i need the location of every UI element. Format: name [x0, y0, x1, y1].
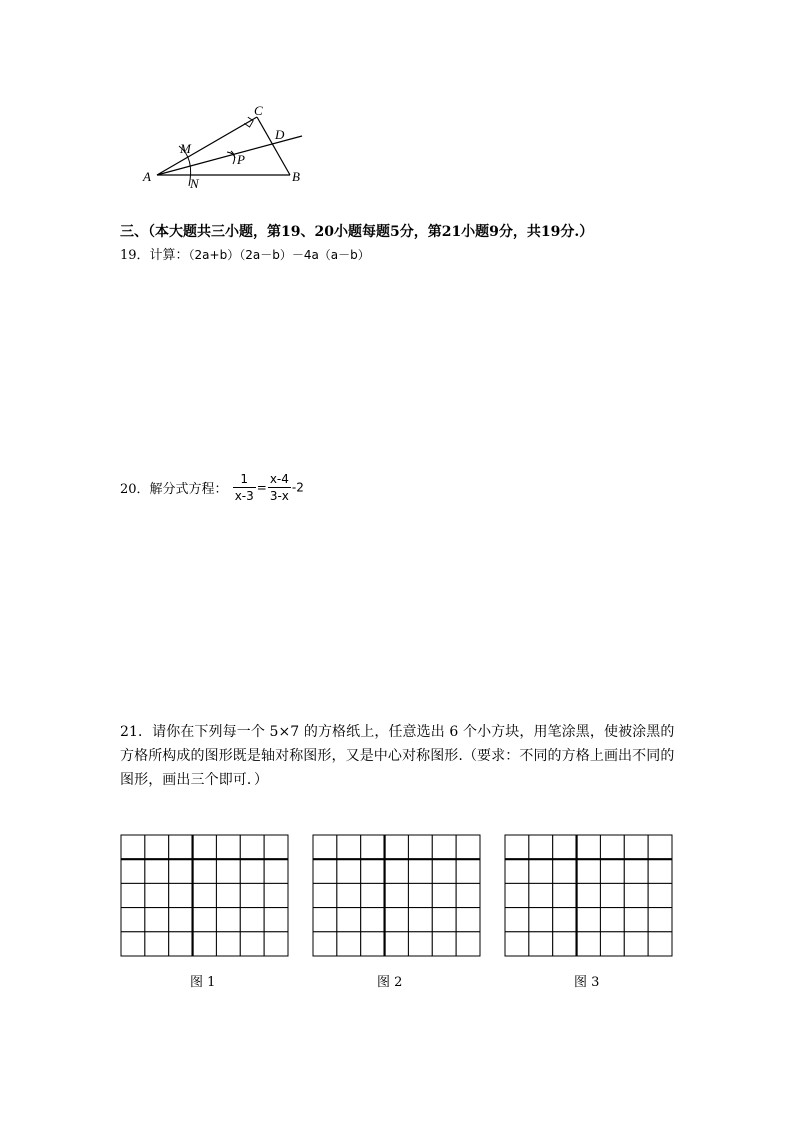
grid-cell[interactable]	[456, 883, 480, 907]
grid-cell[interactable]	[529, 835, 553, 859]
grid-cell[interactable]	[337, 883, 361, 907]
grid-cell[interactable]	[361, 932, 385, 956]
grid-cell[interactable]	[624, 883, 648, 907]
grid-cell[interactable]	[145, 908, 169, 932]
grid-cell[interactable]	[529, 883, 553, 907]
grid-cell[interactable]	[216, 883, 240, 907]
grid-cell[interactable]	[169, 883, 193, 907]
grid-cell[interactable]	[505, 859, 529, 883]
grid-cell[interactable]	[456, 859, 480, 883]
grid-cell[interactable]	[505, 932, 529, 956]
grid-cell[interactable]	[624, 908, 648, 932]
grid-cell[interactable]	[193, 932, 217, 956]
segment-cb	[257, 117, 290, 175]
grid-cell[interactable]	[432, 932, 456, 956]
grid-cell[interactable]	[385, 835, 409, 859]
label-d: D	[275, 127, 285, 142]
grid-cell[interactable]	[169, 932, 193, 956]
grid-cell[interactable]	[432, 835, 456, 859]
grid-cell[interactable]	[216, 835, 240, 859]
grid-cell[interactable]	[264, 883, 288, 907]
fraction-lhs-numerator: 1	[233, 472, 256, 488]
grid-cell[interactable]	[313, 835, 337, 859]
grid-cell[interactable]	[264, 908, 288, 932]
grid-cell[interactable]	[337, 932, 361, 956]
grid-cell[interactable]	[432, 883, 456, 907]
grid-cell[interactable]	[385, 883, 409, 907]
label-p: P	[237, 152, 245, 167]
equation-tail: -2	[291, 480, 304, 495]
grid-cell[interactable]	[600, 883, 624, 907]
grid-cell[interactable]	[145, 835, 169, 859]
grid-cell[interactable]	[505, 835, 529, 859]
grid-cell[interactable]	[216, 908, 240, 932]
grid-cell[interactable]	[648, 908, 672, 932]
grid-cell[interactable]	[505, 908, 529, 932]
question-21: 21．请你在下列每一个 5×7 的方格纸上，任意选出 6 个小方块，用笔涂黑，使被涂黑的方格所构成的图形既是轴对称图形，又是中心对称图形.（要求：不同的方格上画出不同的图形，画出三个即可．）	[120, 724, 675, 788]
grid-cell[interactable]	[169, 908, 193, 932]
grid-cell[interactable]	[529, 908, 553, 932]
grid-cell[interactable]	[121, 908, 145, 932]
label-b: B	[292, 169, 300, 184]
grid-cell[interactable]	[145, 883, 169, 907]
grid-cell[interactable]	[529, 859, 553, 883]
grid-cell[interactable]	[408, 908, 432, 932]
grid-cell[interactable]	[624, 835, 648, 859]
grid-cell[interactable]	[408, 883, 432, 907]
grid-cell[interactable]	[600, 835, 624, 859]
grid-cell[interactable]	[432, 859, 456, 883]
question-19-expression: （2a+b）（2a－b）－4a（a－b）	[188, 248, 370, 262]
grid-cell[interactable]	[361, 908, 385, 932]
grid-cell[interactable]	[648, 932, 672, 956]
grid-cell[interactable]	[456, 932, 480, 956]
grid-cell[interactable]	[337, 859, 361, 883]
grid-cell[interactable]	[145, 859, 169, 883]
grid-cell[interactable]	[193, 835, 217, 859]
fraction-rhs	[268, 472, 291, 503]
grid-cell[interactable]	[600, 932, 624, 956]
question-20-number: 20．解分式方程：	[120, 482, 228, 497]
question-19	[120, 244, 370, 263]
grid-cell[interactable]	[216, 859, 240, 883]
grid-cell[interactable]	[264, 932, 288, 956]
caption-figure-1: 图 1	[190, 975, 216, 990]
fraction-lhs-denominator: x-3	[234, 489, 254, 503]
label-m: M	[180, 141, 191, 156]
grid-cell[interactable]	[264, 835, 288, 859]
grid-cell[interactable]	[313, 859, 337, 883]
grid-cell[interactable]	[600, 908, 624, 932]
grid-cell[interactable]	[361, 859, 385, 883]
grid-cell[interactable]	[624, 932, 648, 956]
grid-cell[interactable]	[337, 835, 361, 859]
grid-cell[interactable]	[337, 908, 361, 932]
grid-cell[interactable]	[169, 835, 193, 859]
grid-cell[interactable]	[240, 908, 264, 932]
grid-cell[interactable]	[145, 932, 169, 956]
grid-cell[interactable]	[648, 835, 672, 859]
label-c: C	[254, 103, 263, 118]
grid-figure-1[interactable]	[120, 834, 289, 957]
grid-cell[interactable]	[240, 835, 264, 859]
grid-cell[interactable]	[456, 908, 480, 932]
grid-cell[interactable]	[361, 883, 385, 907]
label-a: A	[143, 169, 151, 184]
grid-cell[interactable]	[361, 835, 385, 859]
grid-cell[interactable]	[385, 932, 409, 956]
grid-figure-2[interactable]	[312, 834, 481, 957]
grid-cell[interactable]	[432, 908, 456, 932]
grid-cell[interactable]	[385, 908, 409, 932]
grid-cell[interactable]	[193, 908, 217, 932]
grid-cell[interactable]	[121, 883, 145, 907]
grid-cell[interactable]	[193, 883, 217, 907]
grid-cell[interactable]	[408, 835, 432, 859]
grid-cell[interactable]	[553, 883, 577, 907]
grid-cell[interactable]	[216, 932, 240, 956]
grid-cell[interactable]	[240, 859, 264, 883]
grid-cell[interactable]	[408, 859, 432, 883]
grid-cell[interactable]	[385, 859, 409, 883]
section-heading: 三、（本大题共三小题，第19、20小题每题5分，第21小题9分，共19分.）	[120, 224, 594, 240]
triangle-construction-figure	[135, 98, 315, 193]
grid-cell[interactable]	[529, 932, 553, 956]
grid-cell[interactable]	[121, 932, 145, 956]
grid-cell[interactable]	[264, 859, 288, 883]
grid-figure-3[interactable]	[504, 834, 673, 957]
grid-cell[interactable]	[505, 883, 529, 907]
grid-cell[interactable]	[456, 835, 480, 859]
grid-cell[interactable]	[313, 883, 337, 907]
grid-cell[interactable]	[169, 859, 193, 883]
grid-cell[interactable]	[648, 859, 672, 883]
question-20	[120, 472, 304, 503]
grid-cell[interactable]	[553, 932, 577, 956]
equals-sign: =	[256, 480, 267, 495]
caption-figure-3: 图 3	[574, 975, 600, 990]
grid-cell[interactable]	[121, 859, 145, 883]
fraction-rhs-numerator: x-4	[269, 472, 289, 486]
grid-cell[interactable]	[240, 883, 264, 907]
grid-cell[interactable]	[121, 835, 145, 859]
grid-cell[interactable]	[313, 932, 337, 956]
grid-cell[interactable]	[648, 883, 672, 907]
grid-cell[interactable]	[624, 859, 648, 883]
caption-figure-2: 图 2	[377, 975, 403, 990]
grid-cell[interactable]	[577, 835, 601, 859]
fraction-rhs-denominator: 3-x	[269, 489, 289, 503]
grid-cell[interactable]	[553, 908, 577, 932]
grid-cell[interactable]	[240, 932, 264, 956]
grid-cell[interactable]	[408, 932, 432, 956]
grid-cell[interactable]	[553, 835, 577, 859]
grid-cell[interactable]	[577, 908, 601, 932]
fraction-lhs	[233, 472, 256, 503]
question-19-number: 19．计算：	[120, 248, 189, 263]
label-n: N	[190, 176, 199, 191]
grid-cell[interactable]	[553, 859, 577, 883]
grid-cell[interactable]	[577, 859, 601, 883]
grid-cell[interactable]	[193, 859, 217, 883]
grid-cell[interactable]	[577, 932, 601, 956]
grid-cell[interactable]	[313, 908, 337, 932]
grid-cell[interactable]	[577, 883, 601, 907]
grid-cell[interactable]	[600, 859, 624, 883]
